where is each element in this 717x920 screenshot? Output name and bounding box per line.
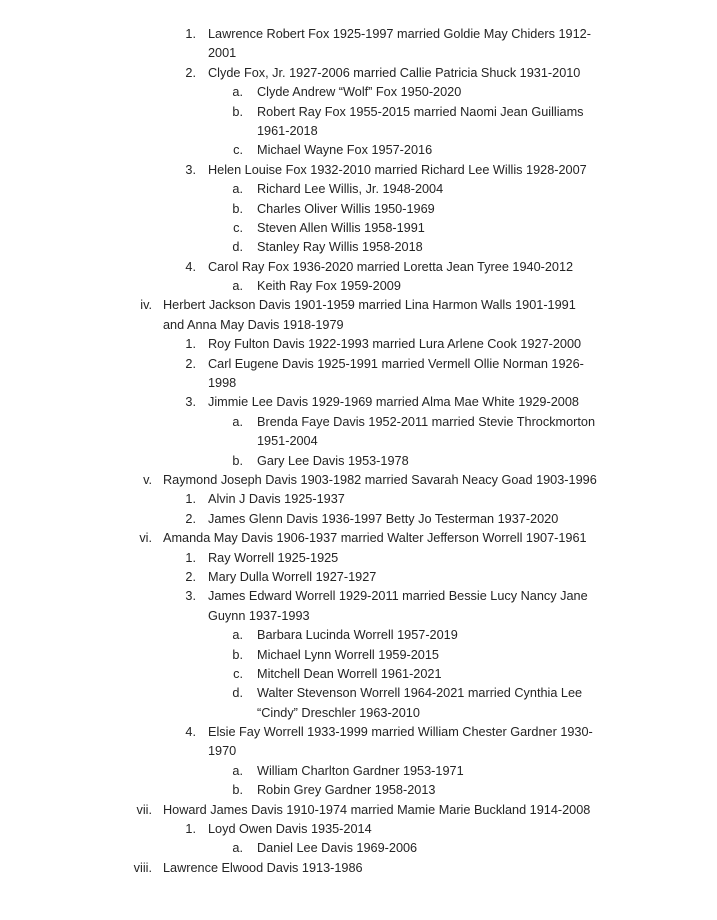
list-item-text: Mary Dulla Worrell 1927-1927	[208, 569, 377, 584]
list-item-text: 1951-2004	[257, 434, 318, 449]
list-item-text: Carol Ray Fox 1936-2020 married Loretta Jean Tyree 1940-2012	[208, 259, 574, 274]
list-item-marker: a.	[232, 414, 243, 429]
list-item	[0, 510, 717, 529]
list-item-marker: 1.	[185, 337, 196, 352]
list-item-text: Alvin J Davis 1925-1937	[208, 492, 345, 507]
list-item-marker: vii.	[136, 802, 152, 817]
list-item-marker: 2.	[185, 511, 196, 526]
list-item-marker: b.	[232, 783, 243, 798]
list-item-marker: d.	[232, 686, 243, 701]
list-item-text: Stanley Ray Willis 1958-2018	[257, 240, 423, 255]
list-item	[0, 665, 717, 684]
list-item-text: Barbara Lucinda Worrell 1957-2019	[257, 628, 458, 643]
list-item-text: Clyde Andrew “Wolf” Fox 1950-2020	[257, 85, 462, 100]
list-item	[0, 277, 717, 296]
outline-list	[0, 25, 717, 878]
list-item-text: James Edward Worrell 1929-2011 married Bessie Lucy Nancy Jane	[208, 589, 588, 604]
list-item	[0, 355, 717, 374]
list-item-marker: b.	[232, 104, 243, 119]
list-item	[0, 413, 717, 432]
list-item	[0, 180, 717, 199]
list-item-marker: iv.	[140, 298, 152, 313]
list-item-marker: 2.	[185, 65, 196, 80]
list-item-text: 1961-2018	[257, 123, 318, 138]
list-item-text: William Charlton Gardner 1953-1971	[257, 763, 464, 778]
list-item-continuation	[0, 122, 717, 141]
list-item-marker: viii.	[133, 860, 152, 875]
list-item-marker: 4.	[185, 259, 196, 274]
list-item-marker: a.	[232, 628, 243, 643]
list-item	[0, 587, 717, 606]
list-item-marker: c.	[233, 220, 243, 235]
list-item-marker: 3.	[185, 162, 196, 177]
list-item	[0, 801, 717, 820]
list-item-text: James Glenn Davis 1936-1997 Betty Jo Testerman 1937-2020	[208, 511, 559, 526]
list-item-text: Roy Fulton Davis 1922-1993 married Lura Arlene Cook 1927-2000	[208, 337, 582, 352]
list-item-marker: b.	[232, 201, 243, 216]
list-item-text: Elsie Fay Worrell 1933-1999 married William Chester Gardner 1930-	[208, 725, 593, 740]
list-item-continuation	[0, 44, 717, 63]
list-item	[0, 859, 717, 878]
list-item-marker: 1.	[185, 822, 196, 837]
list-item	[0, 258, 717, 277]
list-item	[0, 161, 717, 180]
list-item	[0, 839, 717, 858]
list-item-marker: 1.	[185, 492, 196, 507]
list-item-continuation	[0, 607, 717, 626]
list-item-text: Clyde Fox, Jr. 1927-2006 married Callie Patricia Shuck 1931-2010	[208, 65, 581, 80]
list-item	[0, 393, 717, 412]
list-item	[0, 568, 717, 587]
list-item-marker: b.	[232, 647, 243, 662]
list-item	[0, 103, 717, 122]
list-item-text: Mitchell Dean Worrell 1961-2021	[257, 666, 442, 681]
list-item-text: 2001	[208, 46, 237, 61]
list-item-marker: a.	[232, 841, 243, 856]
list-item	[0, 64, 717, 83]
list-item-text: Robert Ray Fox 1955-2015 married Naomi Jean Guilliams	[257, 104, 584, 119]
list-item	[0, 471, 717, 490]
list-item	[0, 723, 717, 742]
list-item	[0, 820, 717, 839]
list-item-text: Walter Stevenson Worrell 1964-2021 married Cynthia Lee	[257, 686, 583, 701]
list-item-continuation	[0, 704, 717, 723]
list-item-marker: c.	[233, 143, 243, 158]
list-item	[0, 490, 717, 509]
list-item-marker: 3.	[185, 395, 196, 410]
list-item	[0, 549, 717, 568]
list-item-text: Richard Lee Willis, Jr. 1948-2004	[257, 182, 444, 197]
list-item-marker: 2.	[185, 356, 196, 371]
list-item-text: Daniel Lee Davis 1969-2006	[257, 841, 418, 856]
list-item-marker: a.	[232, 182, 243, 197]
list-item-text: Brenda Faye Davis 1952-2011 married Stevie Throckmorton	[257, 414, 596, 429]
list-item-marker: a.	[232, 279, 243, 294]
list-item-text: Gary Lee Davis 1953-1978	[257, 453, 409, 468]
list-item-text: 1998	[208, 376, 237, 391]
list-item-text: Charles Oliver Willis 1950-1969	[257, 201, 435, 216]
list-item	[0, 781, 717, 800]
list-item-text: “Cindy” Dreschler 1963-2010	[257, 705, 420, 720]
list-item	[0, 626, 717, 645]
list-item-marker: a.	[232, 763, 243, 778]
list-item-text: Keith Ray Fox 1959-2009	[257, 279, 401, 294]
list-item-marker: 2.	[185, 569, 196, 584]
list-item	[0, 83, 717, 102]
list-item-marker: 1.	[185, 27, 196, 41]
list-item	[0, 219, 717, 238]
list-item	[0, 200, 717, 219]
list-item-text: Steven Allen Willis 1958-1991	[257, 220, 425, 235]
list-item-marker: 3.	[185, 589, 196, 604]
list-item-text: Michael Wayne Fox 1957-2016	[257, 143, 433, 158]
list-item	[0, 452, 717, 471]
list-item-marker: 1.	[185, 550, 196, 565]
list-item-text: Loyd Owen Davis 1935-2014	[208, 822, 372, 837]
list-item-text: Herbert Jackson Davis 1901-1959 married Lina Harmon Walls 1901-1991	[163, 298, 576, 313]
list-item-text: Robin Grey Gardner 1958-2013	[257, 783, 436, 798]
list-item-text: Lawrence Robert Fox 1925-1997 married Goldie May Chiders 1912-	[208, 27, 591, 41]
list-item-marker: d.	[232, 240, 243, 255]
list-item	[0, 684, 717, 703]
list-item	[0, 296, 717, 315]
list-item	[0, 25, 717, 44]
list-item-continuation	[0, 742, 717, 761]
list-item	[0, 335, 717, 354]
list-item-text: Amanda May Davis 1906-1937 married Walter Jefferson Worrell 1907-1961	[163, 531, 587, 546]
list-item	[0, 238, 717, 257]
list-item-text: and Anna May Davis 1918-1979	[163, 317, 344, 332]
list-item-text: Jimmie Lee Davis 1929-1969 married Alma Mae White 1929-2008	[208, 395, 579, 410]
list-item	[0, 141, 717, 160]
list-item-text: Howard James Davis 1910-1974 married Mamie Marie Buckland 1914-2008	[163, 802, 591, 817]
list-item-text: Raymond Joseph Davis 1903-1982 married Savarah Neacy Goad 1903-1996	[163, 472, 597, 487]
list-item-text: Guynn 1937-1993	[208, 608, 310, 623]
list-item-marker: v.	[143, 472, 152, 487]
list-item-text: Ray Worrell 1925-1925	[208, 550, 339, 565]
list-item-text: Michael Lynn Worrell 1959-2015	[257, 647, 439, 662]
list-item-marker: c.	[233, 666, 243, 681]
list-item-continuation	[0, 316, 717, 335]
list-item-marker: b.	[232, 453, 243, 468]
list-item-text: Carl Eugene Davis 1925-1991 married Vermell Ollie Norman 1926-	[208, 356, 584, 371]
list-item-marker: a.	[232, 85, 243, 100]
list-item-text: Helen Louise Fox 1932-2010 married Richard Lee Willis 1928-2007	[208, 162, 587, 177]
list-item	[0, 762, 717, 781]
list-item	[0, 529, 717, 548]
list-item-marker: 4.	[185, 725, 196, 740]
list-item-marker: vi.	[139, 531, 152, 546]
list-item-text: Lawrence Elwood Davis 1913-1986	[163, 860, 363, 875]
list-item	[0, 646, 717, 665]
list-item-continuation	[0, 374, 717, 393]
list-item-continuation	[0, 432, 717, 451]
list-item-text: 1970	[208, 744, 237, 759]
